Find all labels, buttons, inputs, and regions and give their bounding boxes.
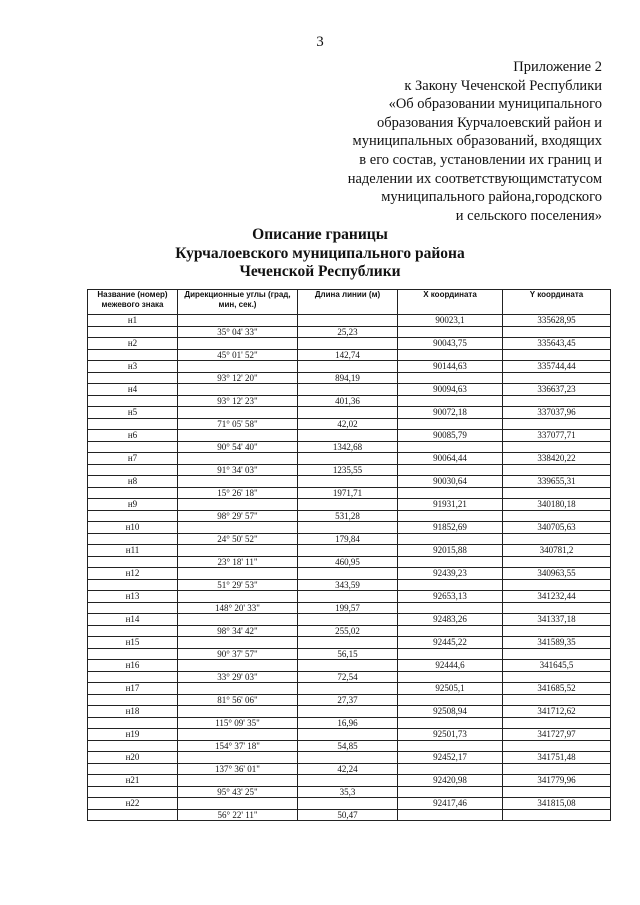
segment-angle: 71° 05' 58" — [178, 418, 298, 430]
segment-angle: 93° 12' 20" — [178, 372, 298, 384]
empty-cell — [398, 418, 503, 430]
table-row-point — [88, 568, 611, 580]
table-row-point — [88, 522, 611, 534]
segment-length: 179,84 — [298, 533, 398, 545]
table-row-segment — [88, 372, 611, 384]
empty-cell — [503, 602, 611, 614]
empty-cell — [178, 430, 298, 442]
segment-length: 199,57 — [298, 602, 398, 614]
empty-cell — [398, 740, 503, 752]
empty-cell — [398, 763, 503, 775]
empty-cell — [178, 315, 298, 327]
segment-length: 35,3 — [298, 786, 398, 798]
segment-length: 50,47 — [298, 809, 398, 821]
title-line: Чеченской Республики — [239, 263, 401, 281]
table-row-point — [88, 453, 611, 465]
point-x: 92420,98 — [398, 775, 503, 787]
segment-angle: 81° 56' 06" — [178, 694, 298, 706]
empty-cell — [298, 384, 398, 396]
empty-cell — [298, 338, 398, 350]
point-x: 90072,18 — [398, 407, 503, 419]
empty-cell — [503, 418, 611, 430]
empty-cell — [88, 464, 178, 476]
point-y: 341685,52 — [503, 683, 611, 695]
document-title — [0, 226, 640, 282]
segment-length: 72,54 — [298, 671, 398, 683]
appendix-line: Приложение 2 — [513, 59, 602, 75]
empty-cell — [88, 671, 178, 683]
empty-cell — [398, 671, 503, 683]
point-y: 341779,96 — [503, 775, 611, 787]
segment-angle: 148° 20' 33" — [178, 602, 298, 614]
table-row-segment — [88, 418, 611, 430]
empty-cell — [298, 706, 398, 718]
table-row-point — [88, 315, 611, 327]
empty-cell — [88, 786, 178, 798]
empty-cell — [398, 395, 503, 407]
table-row-point — [88, 430, 611, 442]
segment-angle: 90° 54' 40" — [178, 441, 298, 453]
segment-length: 16,96 — [298, 717, 398, 729]
point-y: 341645,5 — [503, 660, 611, 672]
table-row-point — [88, 545, 611, 557]
segment-angle: 35° 04' 33" — [178, 326, 298, 338]
empty-cell — [178, 591, 298, 603]
empty-cell — [298, 729, 398, 741]
point-y: 340705,63 — [503, 522, 611, 534]
empty-cell — [88, 418, 178, 430]
table-row-point — [88, 660, 611, 672]
empty-cell — [298, 453, 398, 465]
table-row-segment — [88, 579, 611, 591]
point-name: н17 — [88, 683, 178, 695]
empty-cell — [298, 476, 398, 488]
segment-angle: 95° 43' 25" — [178, 786, 298, 798]
appendix-line: «Об образовании муниципального — [388, 96, 602, 113]
segment-length: 42,02 — [298, 418, 398, 430]
empty-cell — [503, 556, 611, 568]
appendix-line: муниципального района,городского — [381, 189, 602, 206]
point-x: 92501,73 — [398, 729, 503, 741]
point-name: н11 — [88, 545, 178, 557]
point-y: 341232,44 — [503, 591, 611, 603]
empty-cell — [178, 499, 298, 511]
point-x: 92653,13 — [398, 591, 503, 603]
empty-cell — [178, 683, 298, 695]
table-row-segment — [88, 556, 611, 568]
table-row-point — [88, 683, 611, 695]
empty-cell — [398, 809, 503, 821]
segment-angle: 91° 34' 03" — [178, 464, 298, 476]
empty-cell — [88, 648, 178, 660]
point-name: н22 — [88, 798, 178, 810]
segment-length: 401,36 — [298, 395, 398, 407]
segment-angle: 115° 09' 35" — [178, 717, 298, 729]
empty-cell — [298, 683, 398, 695]
point-x: 92444,6 — [398, 660, 503, 672]
empty-cell — [503, 441, 611, 453]
empty-cell — [88, 694, 178, 706]
empty-cell — [178, 476, 298, 488]
empty-cell — [178, 545, 298, 557]
boundary-coordinates-table — [87, 289, 611, 821]
empty-cell — [398, 533, 503, 545]
segment-angle: 51° 29' 53" — [178, 579, 298, 591]
point-y: 336637,23 — [503, 384, 611, 396]
segment-length: 42,24 — [298, 763, 398, 775]
header-y-coordinate: Y координата — [503, 290, 611, 315]
empty-cell — [503, 464, 611, 476]
empty-cell — [178, 407, 298, 419]
point-x: 90144,63 — [398, 361, 503, 373]
empty-cell — [398, 625, 503, 637]
point-y: 335628,95 — [503, 315, 611, 327]
empty-cell — [398, 487, 503, 499]
empty-cell — [88, 740, 178, 752]
empty-cell — [178, 384, 298, 396]
empty-cell — [178, 522, 298, 534]
empty-cell — [178, 637, 298, 649]
point-x: 92505,1 — [398, 683, 503, 695]
table-row-segment — [88, 809, 611, 821]
point-x: 92439,23 — [398, 568, 503, 580]
point-y: 337037,96 — [503, 407, 611, 419]
empty-cell — [398, 510, 503, 522]
empty-cell — [178, 729, 298, 741]
segment-angle: 15° 26' 18" — [178, 487, 298, 499]
table-row-segment — [88, 510, 611, 522]
segment-angle: 154° 37' 18" — [178, 740, 298, 752]
point-x: 90064,44 — [398, 453, 503, 465]
point-x: 92417,46 — [398, 798, 503, 810]
empty-cell — [88, 556, 178, 568]
segment-length: 343,59 — [298, 579, 398, 591]
empty-cell — [88, 326, 178, 338]
point-name: н6 — [88, 430, 178, 442]
empty-cell — [88, 533, 178, 545]
point-name: н14 — [88, 614, 178, 626]
empty-cell — [88, 395, 178, 407]
point-name: н16 — [88, 660, 178, 672]
table-row-segment — [88, 464, 611, 476]
segment-length: 142,74 — [298, 349, 398, 361]
table-row-segment — [88, 648, 611, 660]
empty-cell — [178, 338, 298, 350]
table-row-segment — [88, 487, 611, 499]
empty-cell — [88, 602, 178, 614]
empty-cell — [88, 510, 178, 522]
empty-cell — [503, 648, 611, 660]
empty-cell — [398, 372, 503, 384]
empty-cell — [503, 510, 611, 522]
table-row-point — [88, 499, 611, 511]
point-x: 92015,88 — [398, 545, 503, 557]
empty-cell — [298, 568, 398, 580]
empty-cell — [178, 568, 298, 580]
empty-cell — [298, 407, 398, 419]
point-y: 341751,48 — [503, 752, 611, 764]
segment-length: 894,19 — [298, 372, 398, 384]
table-row-point — [88, 775, 611, 787]
point-name: н10 — [88, 522, 178, 534]
point-y: 339655,31 — [503, 476, 611, 488]
empty-cell — [503, 671, 611, 683]
point-y: 335643,45 — [503, 338, 611, 350]
segment-length: 54,85 — [298, 740, 398, 752]
empty-cell — [398, 717, 503, 729]
empty-cell — [88, 487, 178, 499]
header-point-name: Название (номер) межевого знака — [88, 290, 178, 315]
header-direction-angle: Дирекционные углы (град, мин, сек.) — [178, 290, 298, 315]
point-x: 91852,69 — [398, 522, 503, 534]
point-name: н7 — [88, 453, 178, 465]
point-y: 340180,18 — [503, 499, 611, 511]
point-x: 92483,26 — [398, 614, 503, 626]
empty-cell — [88, 763, 178, 775]
empty-cell — [398, 464, 503, 476]
empty-cell — [298, 315, 398, 327]
empty-cell — [178, 361, 298, 373]
empty-cell — [298, 660, 398, 672]
point-x: 92445,22 — [398, 637, 503, 649]
table-row-point — [88, 407, 611, 419]
empty-cell — [298, 798, 398, 810]
appendix-line: в его состав, установлении их границ и — [359, 151, 602, 168]
empty-cell — [178, 752, 298, 764]
empty-cell — [503, 809, 611, 821]
empty-cell — [178, 775, 298, 787]
empty-cell — [503, 740, 611, 752]
point-y: 335744,44 — [503, 361, 611, 373]
empty-cell — [398, 579, 503, 591]
point-name: н20 — [88, 752, 178, 764]
point-name: н19 — [88, 729, 178, 741]
point-y: 341815,08 — [503, 798, 611, 810]
point-y: 340963,55 — [503, 568, 611, 580]
table-row-segment — [88, 671, 611, 683]
point-name: н9 — [88, 499, 178, 511]
empty-cell — [503, 349, 611, 361]
empty-cell — [503, 694, 611, 706]
empty-cell — [298, 775, 398, 787]
empty-cell — [298, 430, 398, 442]
segment-angle: 56° 22' 11" — [178, 809, 298, 821]
table-row-point — [88, 361, 611, 373]
empty-cell — [298, 499, 398, 511]
point-x: 91931,21 — [398, 499, 503, 511]
point-x: 92452,17 — [398, 752, 503, 764]
appendix-line: наделении их соответствующимстатусом — [347, 170, 602, 187]
empty-cell — [178, 614, 298, 626]
table-row-segment — [88, 694, 611, 706]
segment-angle: 33° 29' 03" — [178, 671, 298, 683]
empty-cell — [88, 441, 178, 453]
table-row-segment — [88, 717, 611, 729]
empty-cell — [88, 372, 178, 384]
empty-cell — [398, 556, 503, 568]
empty-cell — [398, 648, 503, 660]
point-name: н2 — [88, 338, 178, 350]
segment-length: 460,95 — [298, 556, 398, 568]
point-name: н21 — [88, 775, 178, 787]
point-y: 337077,71 — [503, 430, 611, 442]
empty-cell — [503, 763, 611, 775]
point-x: 90085,79 — [398, 430, 503, 442]
empty-cell — [178, 660, 298, 672]
table-row-point — [88, 384, 611, 396]
table-row-point — [88, 729, 611, 741]
table-row-segment — [88, 763, 611, 775]
header-x-coordinate: X координата — [398, 290, 503, 315]
table-header-row — [88, 290, 611, 315]
segment-length: 1342,68 — [298, 441, 398, 453]
table-row-segment — [88, 533, 611, 545]
appendix-header — [272, 58, 602, 225]
point-name: н8 — [88, 476, 178, 488]
segment-length: 25,23 — [298, 326, 398, 338]
page-number: 3 — [316, 34, 324, 50]
table-row-point — [88, 614, 611, 626]
point-y: 338420,22 — [503, 453, 611, 465]
table-row-segment — [88, 740, 611, 752]
table-row-segment — [88, 395, 611, 407]
segment-angle: 137° 36' 01" — [178, 763, 298, 775]
segment-length: 27,37 — [298, 694, 398, 706]
empty-cell — [503, 533, 611, 545]
empty-cell — [398, 326, 503, 338]
empty-cell — [398, 441, 503, 453]
table-row-segment — [88, 602, 611, 614]
point-x: 90030,64 — [398, 476, 503, 488]
empty-cell — [503, 625, 611, 637]
empty-cell — [503, 579, 611, 591]
table-row-segment — [88, 326, 611, 338]
table-row-point — [88, 338, 611, 350]
empty-cell — [503, 487, 611, 499]
segment-length: 56,15 — [298, 648, 398, 660]
segment-angle: 45° 01' 52" — [178, 349, 298, 361]
segment-angle: 98° 34' 42" — [178, 625, 298, 637]
point-name: н18 — [88, 706, 178, 718]
appendix-line: к Закону Чеченской Республики — [404, 77, 602, 94]
point-y: 341589,35 — [503, 637, 611, 649]
table-row-segment — [88, 441, 611, 453]
point-x: 92508,94 — [398, 706, 503, 718]
point-name: н15 — [88, 637, 178, 649]
segment-angle: 98° 29' 57" — [178, 510, 298, 522]
point-y: 340781,2 — [503, 545, 611, 557]
point-x: 90023,1 — [398, 315, 503, 327]
empty-cell — [88, 717, 178, 729]
empty-cell — [298, 752, 398, 764]
table-row-point — [88, 798, 611, 810]
table-row-point — [88, 476, 611, 488]
appendix-line: муниципальных образований, входящих — [352, 133, 602, 150]
empty-cell — [298, 637, 398, 649]
point-name: н1 — [88, 315, 178, 327]
title-line: Курчалоевского муниципального района — [175, 244, 465, 262]
table-row-segment — [88, 786, 611, 798]
point-y: 341727,97 — [503, 729, 611, 741]
empty-cell — [88, 625, 178, 637]
point-x: 90043,75 — [398, 338, 503, 350]
segment-length: 1235,55 — [298, 464, 398, 476]
point-name: н4 — [88, 384, 178, 396]
point-y: 341337,18 — [503, 614, 611, 626]
point-name: н12 — [88, 568, 178, 580]
table-row-point — [88, 637, 611, 649]
segment-angle: 24° 50' 52" — [178, 533, 298, 545]
point-name: н13 — [88, 591, 178, 603]
title-line: Описание границы — [252, 226, 388, 243]
empty-cell — [88, 809, 178, 821]
empty-cell — [298, 545, 398, 557]
segment-angle: 93° 12' 23" — [178, 395, 298, 407]
segment-length: 255,02 — [298, 625, 398, 637]
empty-cell — [178, 798, 298, 810]
point-name: н5 — [88, 407, 178, 419]
segment-angle: 23° 18' 11" — [178, 556, 298, 568]
segment-length: 1971,71 — [298, 487, 398, 499]
empty-cell — [503, 717, 611, 729]
appendix-line: и сельского поселения» — [455, 207, 602, 224]
empty-cell — [88, 579, 178, 591]
empty-cell — [398, 602, 503, 614]
header-line-length: Длина линии (м) — [298, 290, 398, 315]
empty-cell — [398, 786, 503, 798]
empty-cell — [398, 349, 503, 361]
table-row-point — [88, 752, 611, 764]
table-row-point — [88, 706, 611, 718]
point-x: 90094,63 — [398, 384, 503, 396]
empty-cell — [503, 372, 611, 384]
table-row-point — [88, 591, 611, 603]
empty-cell — [398, 694, 503, 706]
empty-cell — [298, 522, 398, 534]
empty-cell — [298, 361, 398, 373]
empty-cell — [178, 706, 298, 718]
segment-length: 531,28 — [298, 510, 398, 522]
empty-cell — [298, 614, 398, 626]
empty-cell — [503, 786, 611, 798]
table-row-segment — [88, 625, 611, 637]
empty-cell — [88, 349, 178, 361]
appendix-line: образования Курчалоевский район и — [376, 114, 602, 131]
empty-cell — [178, 453, 298, 465]
empty-cell — [503, 326, 611, 338]
empty-cell — [503, 395, 611, 407]
empty-cell — [298, 591, 398, 603]
point-name: н3 — [88, 361, 178, 373]
segment-angle: 90° 37' 57" — [178, 648, 298, 660]
table-row-segment — [88, 349, 611, 361]
point-y: 341712,62 — [503, 706, 611, 718]
